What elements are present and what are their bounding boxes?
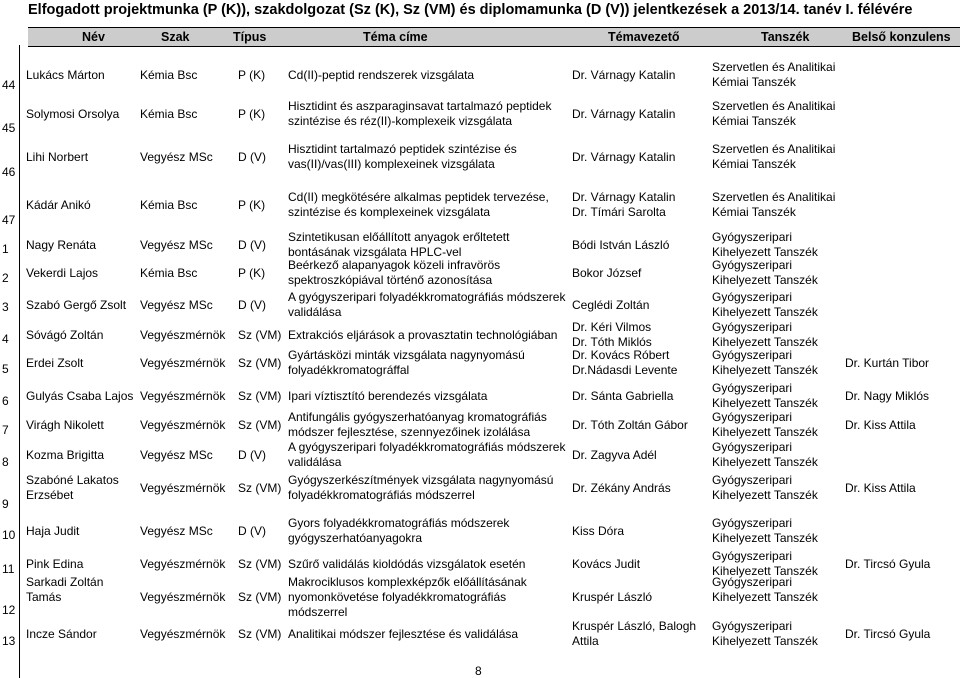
cell-tanszek: Kihelyezett Tanszék (712, 425, 818, 439)
row-number: 11 (2, 562, 15, 576)
cell-name: Kozma Brigitta (26, 447, 105, 462)
cell-tema: Ipari víztisztító berendezés vizsgálata (288, 388, 488, 403)
cell-name: Sóvágó Zoltán (26, 327, 104, 342)
cell-name: Nagy Renáta (26, 237, 97, 252)
cell-tipus: P (K) (238, 265, 266, 280)
cell-name: Vekerdi Lajos (26, 265, 99, 280)
cell-tipus: Sz (VM) (238, 355, 282, 370)
cell-name: Tamás (26, 590, 62, 604)
cell-tema: Extrakciós eljárások a provasztatin technológiában (288, 327, 558, 342)
cell-tanszek: Kihelyezett Tanszék (712, 363, 818, 377)
cell-tanszek: Kihelyezett Tanszék (712, 590, 818, 604)
row-number: 46 (2, 165, 16, 179)
cell-tema: Gyógyszerkészítmények vizsgálata nagynyomású (288, 473, 554, 487)
cell-tema: Cd(II) megkötésére alkalmas peptidek tervezése, (288, 190, 549, 204)
cell-vezeto: Kovács Judit (572, 556, 641, 571)
cell-tema: validálása (288, 455, 342, 469)
row-number: 10 (2, 528, 16, 542)
cell-name: Gulyás Csaba Lajos (26, 388, 134, 403)
cell-tema: gyógyszerhatóanyagokra (288, 531, 423, 545)
cell-belso: Dr. Kiss Attila (845, 417, 916, 432)
row-number: 5 (2, 362, 9, 376)
cell-tema: Antifungális gyógyszerhatóanyag kromatográfiás (288, 410, 547, 424)
cell-vezeto: Dr. Várnagy Katalin (572, 106, 676, 121)
cell-szak: Vegyészmérnök (140, 590, 226, 604)
cell-name: Erdei Zsolt (26, 355, 84, 370)
cell-szak: Vegyészmérnök (140, 355, 226, 370)
row-number: 7 (2, 423, 9, 437)
cell-tipus: Sz (VM) (238, 590, 282, 604)
cell-tema: módszer fejlesztése, szennyezőinek izolálása (288, 425, 531, 439)
cell-tanszek: Gyógyszeripari (712, 381, 793, 395)
cell-tipus: P (K) (238, 106, 266, 121)
cell-tipus: Sz (VM) (238, 417, 282, 432)
cell-vezeto: Dr. Tóth Zoltán Gábor (572, 417, 688, 432)
row-number: 12 (2, 603, 16, 617)
cell-tanszek: Kémiai Tanszék (712, 75, 796, 89)
cell-belso: Dr. Kurtán Tibor (845, 355, 930, 370)
cell-szak: Vegyész MSc (140, 149, 213, 164)
cell-szak: Kémia Bsc (140, 106, 198, 121)
cell-tanszek: Gyógyszeripari (712, 473, 793, 487)
row-number: 3 (2, 300, 9, 314)
cell-vezeto: Dr. Várnagy Katalin (572, 149, 676, 164)
cell-tipus: P (K) (238, 197, 266, 212)
cell-name: Lihi Norbert (26, 149, 89, 164)
cell-tipus: D (V) (238, 149, 266, 164)
cell-tema: validálása (288, 305, 342, 319)
cell-tanszek: Gyógyszeripari (712, 348, 793, 362)
cell-tanszek: Gyógyszeripari (712, 516, 793, 530)
cell-vezeto: Dr. Tímári Sarolta (572, 205, 666, 219)
cell-szak: Kémia Bsc (140, 265, 198, 280)
cell-tanszek: Gyógyszeripari (712, 290, 793, 304)
cell-tema: spektroszkópiával történő azonosítása (288, 273, 493, 287)
cell-tanszek: Gyógyszeripari (712, 230, 793, 244)
cell-tanszek: Gyógyszeripari (712, 258, 793, 272)
row-number: 13 (2, 634, 16, 648)
row-number: 9 (2, 497, 9, 511)
cell-name: Haja Judit (26, 523, 80, 538)
cell-vezeto: Bokor József (572, 265, 642, 280)
cell-vezeto: Dr. Várnagy Katalin (572, 67, 676, 82)
cell-tanszek: Kihelyezett Tanszék (712, 488, 818, 502)
cell-vezeto: Bódi István László (572, 237, 670, 252)
cell-szak: Vegyészmérnök (140, 327, 226, 342)
cell-belso: Dr. Kiss Attila (845, 480, 916, 495)
cell-vezeto: Dr.Nádasdi Levente (572, 363, 678, 377)
cell-tanszek: Szervetlen és Analitikai (712, 60, 836, 74)
cell-tipus: Sz (VM) (238, 480, 282, 495)
cell-tema: Szintetikusan előállított anyagok erőltetett (288, 230, 510, 244)
cell-tanszek: Gyógyszeripari (712, 320, 793, 334)
page-number: 8 (475, 664, 482, 678)
cell-szak: Vegyész MSc (140, 447, 213, 462)
cell-tipus: Sz (VM) (238, 556, 282, 571)
header-tanszek: Tanszék (761, 30, 810, 44)
cell-tema: módszerrel (288, 605, 348, 619)
cell-szak: Vegyészmérnök (140, 556, 226, 571)
header-tema: Téma címe (363, 30, 428, 44)
cell-tema: szintézise és réz(II)-komplexeik vizsgálata (288, 114, 513, 128)
cell-tema: Szűrő validálás kioldódás vizsgálatok esetén (288, 556, 526, 571)
row-number: 8 (2, 455, 9, 469)
cell-szak: Kémia Bsc (140, 197, 198, 212)
cell-tanszek: Gyógyszeripari (712, 440, 793, 454)
cell-vezeto: Dr. Kéri Vilmos (572, 320, 652, 334)
cell-tema: folyadékkromatográffal (288, 363, 410, 377)
cell-tema: Makrociklusos komplexképzők előállításának (288, 575, 527, 589)
cell-tema: bontásának vizsgálata HPLC-vel (288, 245, 462, 259)
cell-tema: A gyógyszeripari folyadékkromatográfiás módszerek (288, 440, 566, 454)
cell-tanszek: Kihelyezett Tanszék (712, 531, 818, 545)
header-szak: Szak (161, 30, 190, 44)
cell-tanszek: Kihelyezett Tanszék (712, 305, 818, 319)
cell-tipus: D (V) (238, 297, 266, 312)
cell-tipus: P (K) (238, 67, 266, 82)
cell-vezeto: Ceglédi Zoltán (572, 297, 650, 312)
left-border-line (19, 45, 20, 678)
cell-szak: Vegyészmérnök (140, 388, 226, 403)
cell-tanszek: Kihelyezett Tanszék (712, 245, 818, 259)
cell-vezeto: Dr. Kovács Róbert (572, 348, 670, 362)
cell-tanszek: Kihelyezett Tanszék (712, 335, 818, 349)
cell-tanszek: Kihelyezett Tanszék (712, 564, 818, 578)
cell-tema: Beérkező alapanyagok közeli infravörös (288, 258, 501, 272)
cell-name: Erzsébet (26, 488, 74, 502)
cell-vezeto: Kruspér László (572, 590, 653, 604)
cell-tanszek: Kihelyezett Tanszék (712, 634, 818, 648)
cell-name: Incze Sándor (26, 626, 97, 641)
table-header (28, 27, 960, 47)
cell-vezeto: Dr. Zagyva Adél (572, 447, 657, 462)
cell-tema: Gyors folyadékkromatográfiás módszerek (288, 516, 510, 530)
cell-belso: Dr. Tircsó Gyula (845, 556, 931, 571)
cell-tema: szintézise és komplexeinek vizsgálata (288, 205, 491, 219)
cell-szak: Vegyész MSc (140, 297, 213, 312)
row-number: 4 (2, 332, 9, 346)
cell-tanszek: Kihelyezett Tanszék (712, 396, 818, 410)
cell-szak: Vegyészmérnök (140, 480, 226, 495)
row-number: 2 (2, 271, 9, 285)
cell-vezeto: Kiss Dóra (572, 523, 625, 538)
cell-tanszek: Gyógyszeripari (712, 575, 793, 589)
row-number: 47 (2, 213, 16, 227)
cell-tanszek: Szervetlen és Analitikai (712, 142, 836, 156)
header-tipus: Típus (233, 30, 267, 44)
cell-tipus: Sz (VM) (238, 388, 282, 403)
cell-tema: Analitikai módszer fejlesztése és validálása (288, 626, 519, 641)
row-number: 44 (2, 78, 16, 92)
cell-vezeto: Dr. Várnagy Katalin (572, 190, 676, 204)
cell-tema: folyadékkromatográfiás módszerrel (288, 488, 475, 502)
header-name: Név (82, 30, 105, 44)
cell-vezeto: Attila (572, 634, 599, 648)
cell-name: Lukács Márton (26, 67, 105, 82)
cell-tipus: Sz (VM) (238, 626, 282, 641)
cell-tema: A gyógyszeripari folyadékkromatográfiás módszerek (288, 290, 566, 304)
cell-tema: Cd(II)-peptid rendszerek vizsgálata (288, 67, 475, 82)
cell-tanszek: Gyógyszeripari (712, 619, 793, 633)
cell-szak: Vegyészmérnök (140, 417, 226, 432)
cell-tema: nyomonkövetése folyadékkromatográfiás (288, 590, 507, 604)
cell-tanszek: Gyógyszeripari (712, 549, 793, 563)
cell-szak: Vegyész MSc (140, 523, 213, 538)
cell-vezeto: Kruspér László, Balogh (572, 619, 697, 633)
cell-szak: Vegyész MSc (140, 237, 213, 252)
cell-vezeto: Dr. Zékány András (572, 480, 671, 495)
cell-tipus: D (V) (238, 523, 266, 538)
cell-szak: Kémia Bsc (140, 67, 198, 82)
cell-tanszek: Kémiai Tanszék (712, 157, 796, 171)
cell-tema: Hisztidint és aszparaginsavat tartalmazó peptidek (288, 99, 552, 113)
cell-vezeto: Dr. Sánta Gabriella (572, 388, 674, 403)
row-number: 1 (2, 242, 9, 256)
cell-name: Solymosi Orsolya (26, 106, 120, 121)
cell-tema: vas(II)/vas(III) komplexeinek vizsgálata (288, 157, 495, 171)
cell-tanszek: Kémiai Tanszék (712, 114, 796, 128)
cell-tipus: D (V) (238, 447, 266, 462)
row-number: 6 (2, 394, 9, 408)
cell-tanszek: Szervetlen és Analitikai (712, 190, 836, 204)
cell-vezeto: Dr. Tóth Miklós (572, 335, 652, 349)
cell-name: Virágh Nikolett (26, 417, 104, 432)
cell-tipus: D (V) (238, 237, 266, 252)
document-title: Elfogadott projektmunka (P (K)), szakdolgozat (Sz (K), Sz (VM) és diplomamunka (D (V)) jelentkezések a 2013/14. tanév I. félévére (28, 2, 913, 18)
cell-szak: Vegyészmérnök (140, 626, 226, 641)
cell-tanszek: Kihelyezett Tanszék (712, 455, 818, 469)
cell-belso: Dr. Tircsó Gyula (845, 626, 931, 641)
cell-tipus: Sz (VM) (238, 327, 282, 342)
cell-tanszek: Kihelyezett Tanszék (712, 273, 818, 287)
cell-tanszek: Kémiai Tanszék (712, 205, 796, 219)
header-temavezeto: Témavezető (608, 30, 680, 44)
cell-name: Kádár Anikó (26, 197, 91, 212)
cell-tanszek: Gyógyszeripari (712, 410, 793, 424)
row-number: 45 (2, 121, 16, 135)
cell-tema: Hisztidint tartalmazó peptidek szintézise és (288, 142, 517, 156)
cell-name: Sarkadi Zoltán (26, 575, 104, 589)
cell-name: Szabó Gergő Zsolt (26, 297, 127, 312)
cell-name: Pink Edina (26, 556, 84, 571)
cell-tema: Gyártásközi minták vizsgálata nagynyomású (288, 348, 525, 362)
header-belso: Belső konzulens (852, 30, 951, 44)
cell-belso: Dr. Nagy Miklós (845, 388, 930, 403)
cell-name: Szabóné Lakatos (26, 473, 119, 487)
cell-tanszek: Szervetlen és Analitikai (712, 99, 836, 113)
